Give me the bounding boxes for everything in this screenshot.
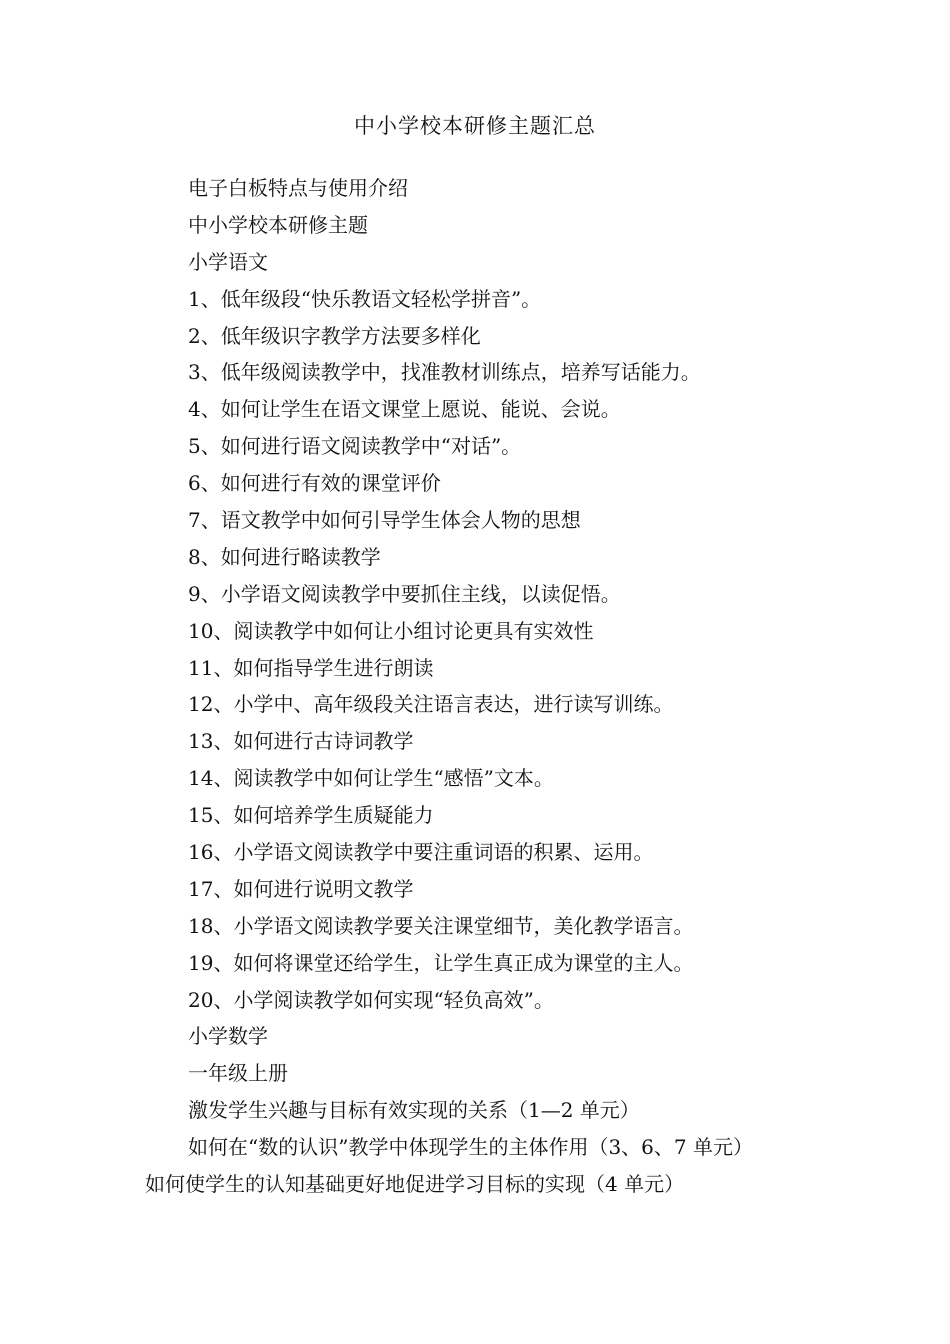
list-item: 9、小学语文阅读教学中要抓住主线，以读促悟。 xyxy=(188,581,621,606)
list-item: 3、低年级阅读教学中，找准教材训练点，培养写话能力。 xyxy=(188,360,701,385)
text-line: 电子白板特点与使用介绍 xyxy=(188,176,408,200)
list-item: 15、如何培养学生质疑能力 xyxy=(188,803,434,828)
list-item: 1、低年级段“快乐教语文轻松学拼音”。 xyxy=(188,286,542,311)
list-item: 14、阅读教学中如何让学生“感悟”文本。 xyxy=(188,766,554,791)
list-item: 6、如何进行有效的课堂评价 xyxy=(188,471,441,496)
list-item: 11、如何指导学生进行朗读 xyxy=(188,655,434,680)
list-item: 18、小学语文阅读教学要关注课堂细节，美化教学语言。 xyxy=(188,913,694,938)
text-line: 激发学生兴趣与目标有效实现的关系（1—2 单元） xyxy=(188,1098,640,1123)
text-line: 如何在“数的认识”教学中体现学生的主体作用（3、6、7 单元） xyxy=(188,1135,753,1160)
list-item: 20、小学阅读教学如何实现“轻负高效”。 xyxy=(188,987,554,1012)
list-item: 4、如何让学生在语文课堂上愿说、能说、会说。 xyxy=(188,397,621,422)
subsection-heading: 一年级上册 xyxy=(188,1061,288,1086)
list-item: 13、如何进行古诗词教学 xyxy=(188,729,414,754)
section-heading: 小学语文 xyxy=(188,249,268,274)
list-item: 16、小学语文阅读教学中要注重词语的积累、运用。 xyxy=(188,840,654,865)
section-heading: 小学数学 xyxy=(188,1024,268,1049)
list-item: 17、如何进行说明文教学 xyxy=(188,876,414,901)
document-body xyxy=(0,170,950,1203)
list-item: 7、语文教学中如何引导学生体会人物的思想 xyxy=(188,508,581,533)
list-item: 5、如何进行语文阅读教学中“对话”。 xyxy=(188,434,522,459)
list-item: 8、如何进行略读教学 xyxy=(188,544,381,569)
list-item: 19、如何将课堂还给学生，让学生真正成为课堂的主人。 xyxy=(188,950,694,975)
text-line: 如何使学生的认知基础更好地促进学习目标的实现（4 单元） xyxy=(145,1172,685,1197)
list-item: 10、阅读教学中如何让小组讨论更具有实效性 xyxy=(188,618,594,643)
list-item: 12、小学中、高年级段关注语言表达，进行读写训练。 xyxy=(188,692,674,717)
document-title: 中小学校本研修主题汇总 xyxy=(354,114,596,138)
text-line: 中小学校本研修主题 xyxy=(188,212,368,237)
list-item: 2、低年级识字教学方法要多样化 xyxy=(188,323,481,348)
